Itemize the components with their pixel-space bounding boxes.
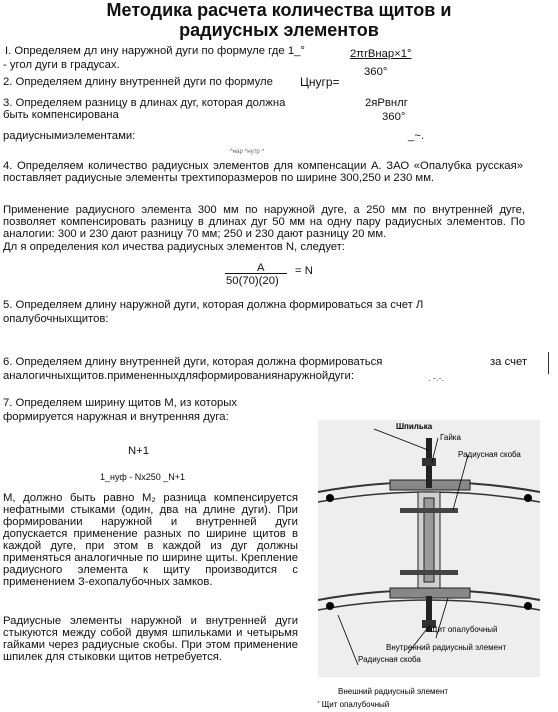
step6-text-end: за счет [490, 356, 528, 368]
step4-formula-numerator: А [257, 262, 265, 274]
step1-formula-numerator: 2πrВнар×1° [350, 48, 412, 60]
label-nut: Гайка [440, 433, 461, 442]
label-inner-radius-element: Внутренний радиусный элемент [386, 643, 507, 652]
step5-text: 5. Определяем длину наружной дуги, которая должна формироваться за счет Л [3, 299, 424, 311]
step6-text-2: аналогичныхщитов.примененныхдляформированиянаружнойдуги: [3, 370, 355, 382]
step3-marks: ^нар ^нутр ^ [230, 149, 265, 155]
step4-paragraph-2: Применение радиусного элемента 300 мм по наружной дуге, а 250 мм по внутренней дуге, позволяет компенсировать разницу в длинах дуг 50 мм на одну пару радиусных элементов. По аналогии: 300 и 230 дают разницу 70 мм; 250 и 230 дают разницу 20 мм. [3, 204, 525, 240]
step3-text-3: радиуснымиэлементами: [3, 130, 136, 142]
step7-paragraph-1: М, должно быть равно М₂ разница компенсируется нефатными стыками (один, два на длине дуги). При формировании наружной и внутренней дуги допускается применение разных по ширине щитов в каждой дуге, при этом в каждой из дуг должны применяться аналогичные по ширине щиты. Крепление радиусного элемента к щиту производится с применением З-ехопалубочных замков. [3, 492, 298, 588]
formwork-connection-figure [318, 420, 540, 677]
step4-formula-denominator: 50(70)(20) [226, 275, 279, 287]
label-panel-2: ' Щит опалубочный [318, 700, 390, 709]
step6-text: 6. Определяем длину внутренней дуги, которая должна формироваться [3, 356, 383, 368]
label-bracket-bottom: Радиусная скоба [358, 655, 421, 664]
step1-text: I. Определяем дл ину наружной дуги по формуле где 1_° [5, 45, 305, 57]
page-title-line2: радиусных элементов [179, 20, 379, 40]
step7-formula: 1_нуф - Nx250 _N+1 [100, 472, 186, 482]
step3-text-2: быть компенсирована [3, 109, 119, 121]
step2-symbol: Цнугр= [300, 75, 340, 89]
margin-mark [548, 352, 549, 374]
step4-formula-result: = N [295, 265, 313, 277]
step7-paragraph-2: Радиусные элементы наружной и внутренней дуги стыкуются между собой двумя шпильками и четырьмя гайками через радиусные скобы. При этом применение шпилек для стыковки щитов нетребуется. [3, 615, 298, 663]
step3-formula-denominator: 360° [382, 111, 406, 123]
step3-tail: _~. [408, 130, 425, 142]
step1-formula-denominator: 360° [364, 66, 388, 78]
step7-text: 7. Определяем ширину щитов М, из которых [3, 397, 238, 409]
step4-fraction-bar [225, 273, 287, 274]
step3-formula-numerator: 2яРвнлг [365, 97, 408, 109]
page-title: Методика расчета количества щитов и [106, 0, 452, 20]
step7-formula-top: N+1 [128, 445, 150, 457]
step5-text-2: опалубочныхщитов: [3, 313, 109, 325]
step2-text: 2. Определяем длину внутренней дуги по формуле [3, 76, 273, 88]
label-stud: Шпилька [396, 422, 433, 431]
step1-note: - угол дуги в градусах. [3, 59, 120, 71]
step4-paragraph-1: 4. Определяем количество радиусных элементов для компенсации А. ЗАО «Опалубка русская» поставляет радиусные элементы трехтипоразмеров по ширине 300,250 и 230 мм. [3, 160, 523, 184]
step6-dots: . -.-. [428, 373, 444, 383]
label-panel: Щит опалубочный [430, 625, 498, 634]
step3-text: 3. Определяем разницу в длинах дуг, которая должна [3, 97, 286, 109]
label-outer-radius-element: Внешний радиусный элемент [338, 687, 449, 696]
step7-text-2: формируется наружная и внутренняя дуга: [3, 411, 229, 423]
step4-paragraph-3: Дл я определения кол ичества радиусных элементов N, следует: [3, 241, 345, 253]
label-bracket-top: Радиусная скоба [458, 450, 521, 459]
